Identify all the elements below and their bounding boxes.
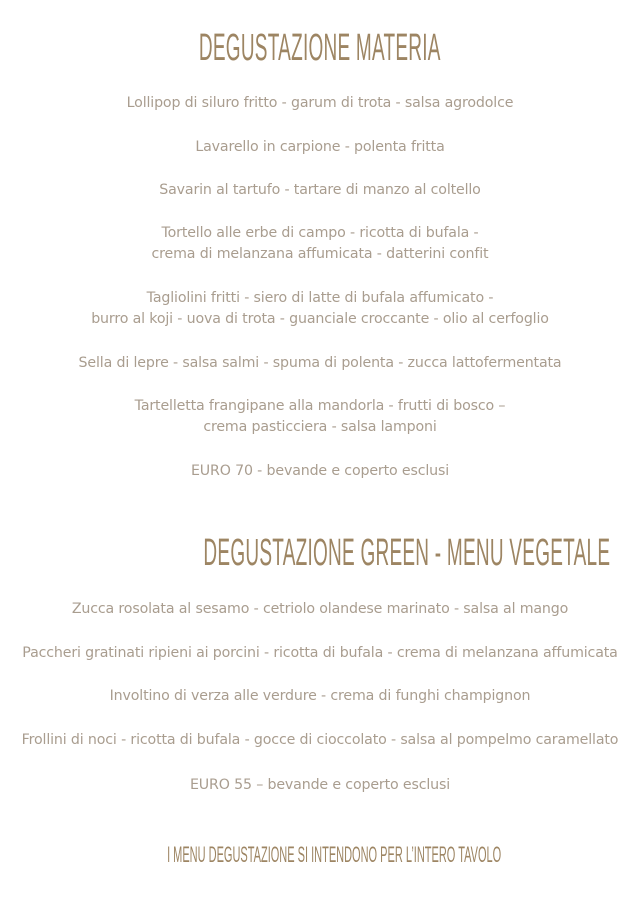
footer-note: I MENU DEGUSTAZIONE SI INTENDONO PER L’INTERO TAVOLO (167, 842, 502, 867)
menu-item: Tartelletta frangipane alla mandorla - frutti di bosco – crema pasticciera - salsa lamponi (134, 398, 506, 435)
menu-item: Tortello alle erbe di campo - ricotta di bufala - crema di melanzana affumicata - datterini confit (151, 225, 489, 262)
price-materia: EURO 70 - bevande e coperto esclusi (190, 463, 450, 479)
menu-item: Tagliolini fritti - siero di latte di bufala affumicato - burro al koji - uova di trota - guanciale croccante - olio al cerfoglio (91, 290, 549, 327)
menu-item: Frollini di noci - ricotta di bufala - gocce di cioccolato - salsa al pompelmo caramellato (21, 732, 619, 748)
menu-item: Lavarello in carpione - polenta fritta (195, 139, 445, 155)
section-title-materia: DEGUSTAZIONE MATERIA (199, 27, 441, 69)
menu-item: Sella di lepre - salsa salmi - spuma di polenta - zucca lattofermentata (78, 355, 562, 371)
menu-item: Involtino di verza alle verdure - crema di funghi champignon (109, 688, 531, 704)
section-title-green: DEGUSTAZIONE GREEN - MENU VEGETALE (203, 532, 611, 574)
menu-item: Savarin al tartufo - tartare di manzo al coltello (159, 182, 481, 198)
menu-item: Paccheri gratinati ripieni ai porcini - ricotta di bufala - crema di melanzana affumicata (22, 645, 618, 661)
menu-item: Lollipop di siluro fritto - garum di trota - salsa agrodolce (126, 95, 514, 111)
menu-item: Zucca rosolata al sesamo - cetriolo olandese marinato - salsa al mango (71, 601, 569, 617)
price-green: EURO 55 – bevande e coperto esclusi (189, 777, 451, 793)
